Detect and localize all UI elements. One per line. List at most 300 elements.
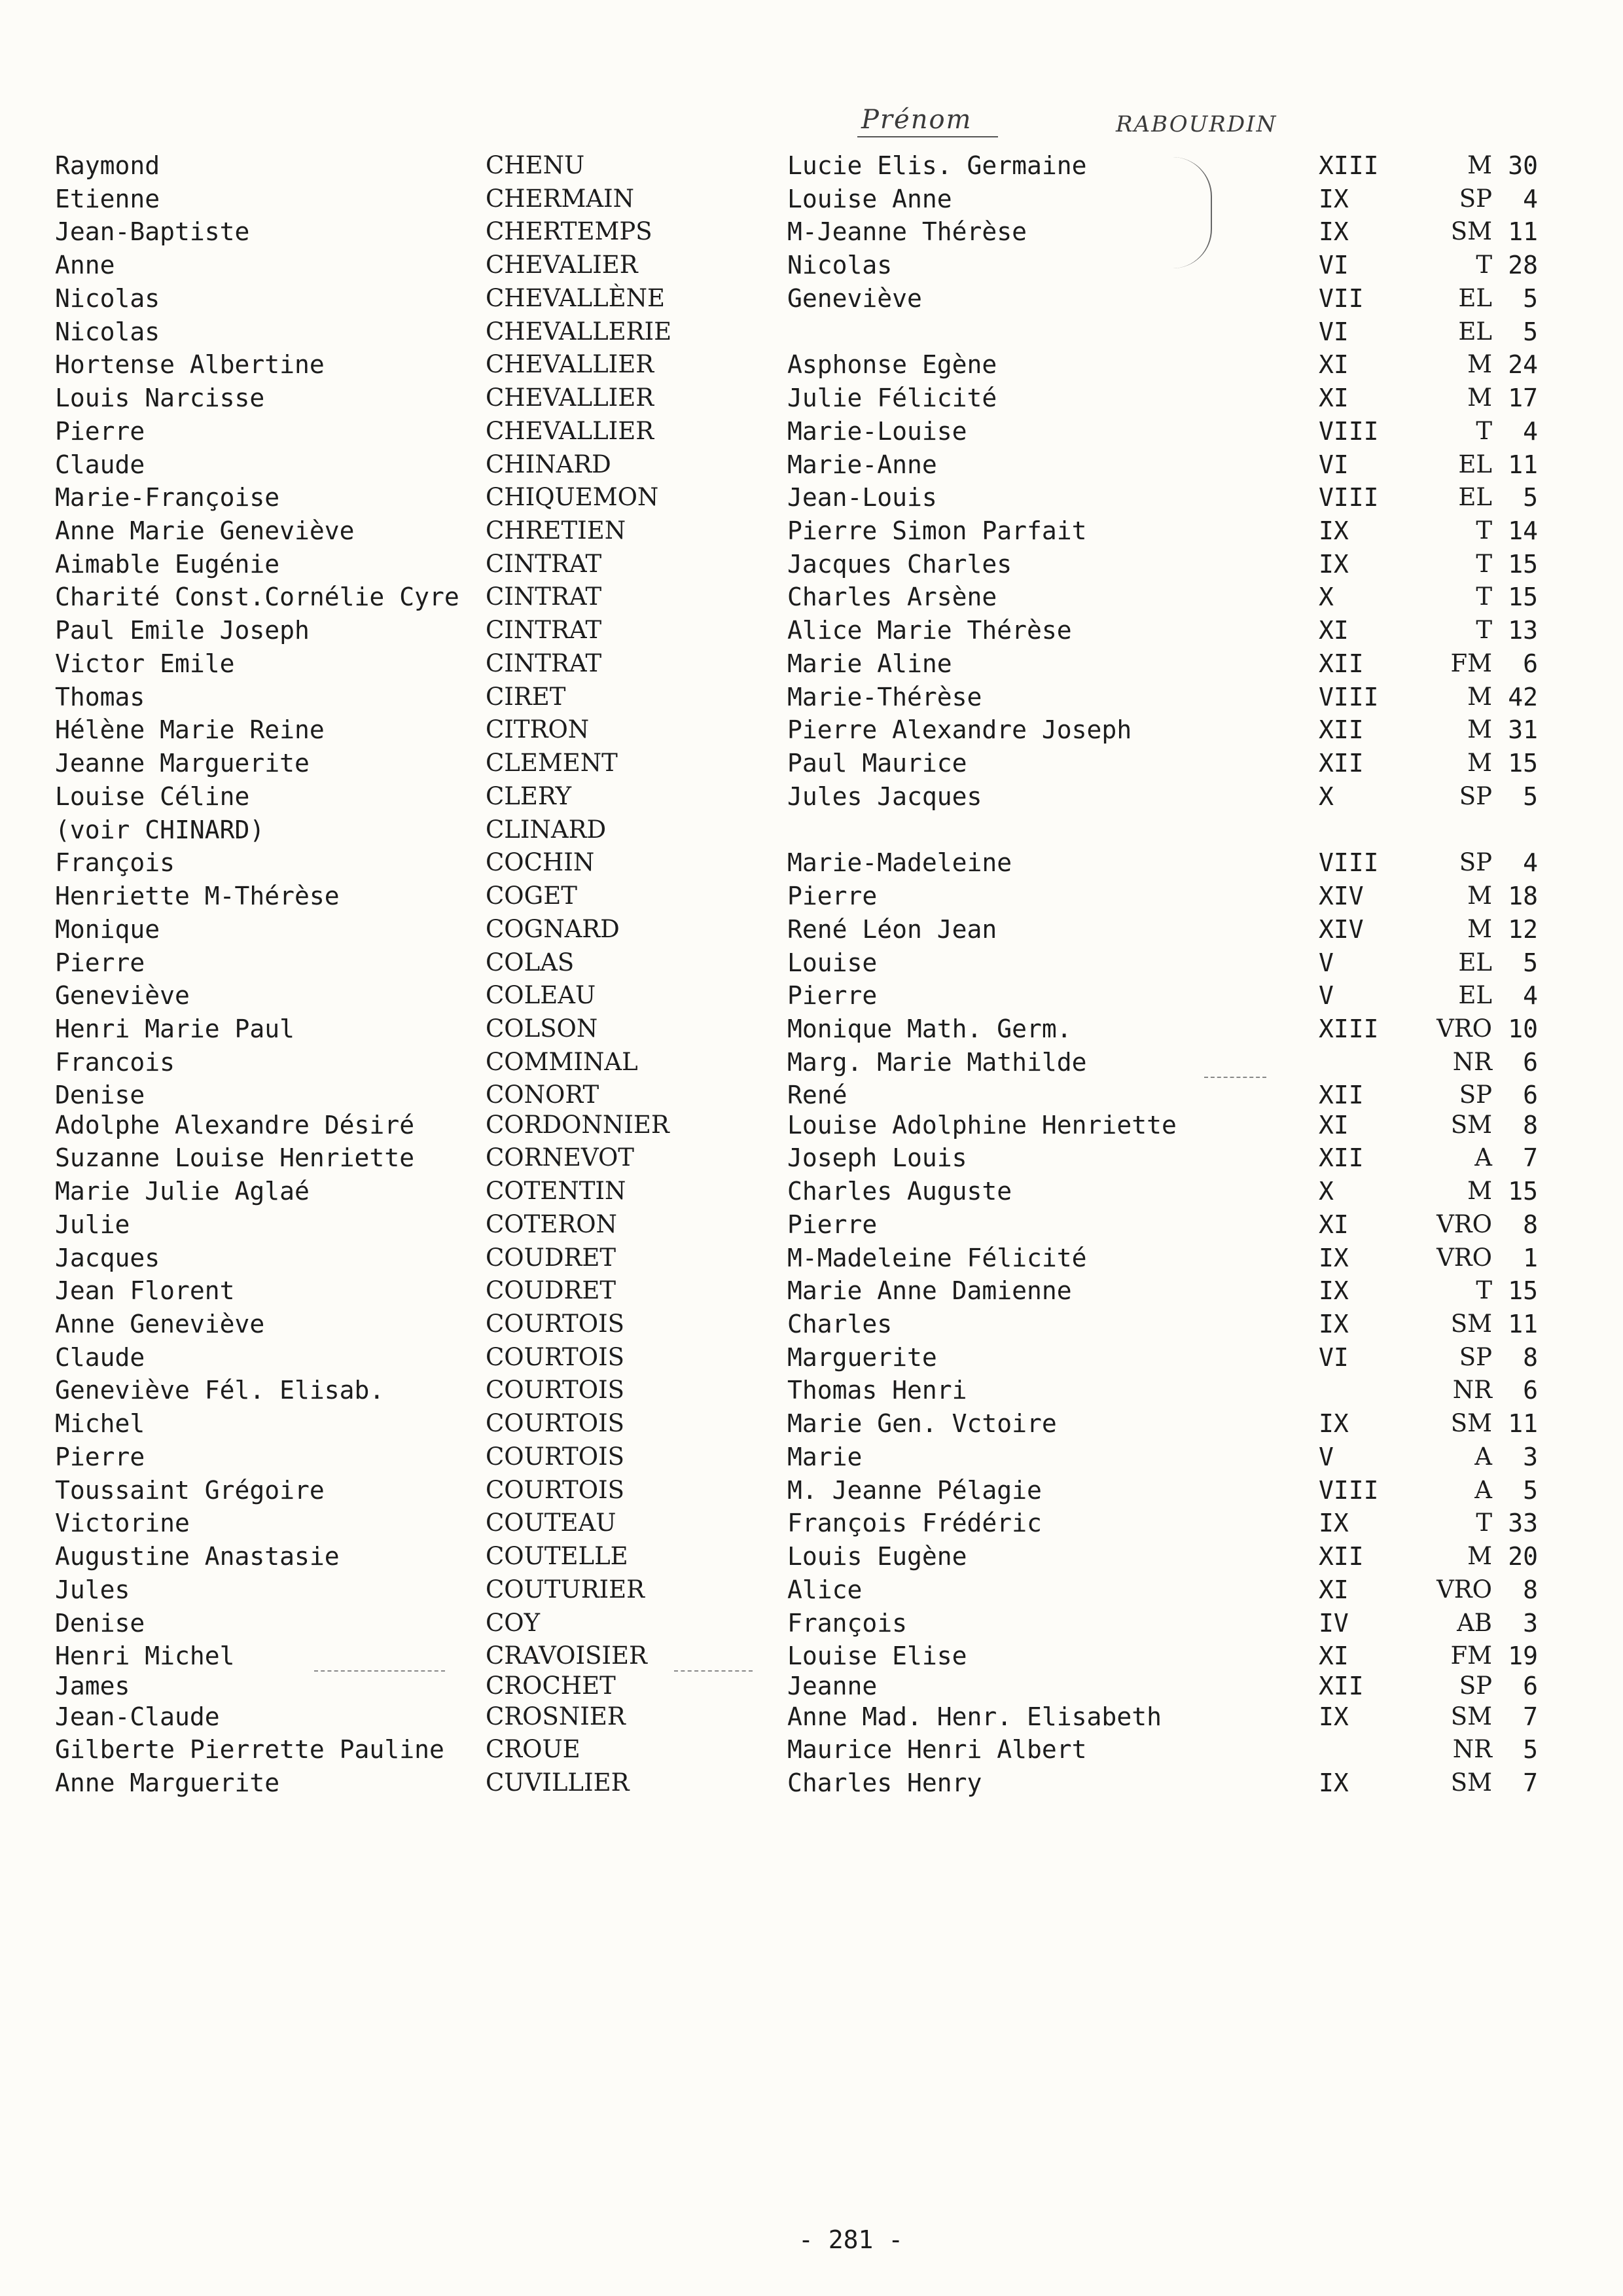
first-name-cell: Geneviève — [55, 981, 190, 1010]
surname-cell: COURTOIS — [486, 1443, 625, 1471]
first-name-cell: Louis Narcisse — [55, 384, 265, 412]
arrondissement-cell: XIII — [1319, 151, 1379, 180]
register-row — [0, 215, 1623, 248]
register-row — [0, 183, 1623, 215]
spouse-cell: Jacques Charles — [787, 550, 1012, 579]
register-row — [0, 747, 1623, 780]
surname-cell: CHEVALLIER — [486, 417, 654, 445]
number-cell: 10 — [1508, 1014, 1538, 1043]
register-row — [0, 1767, 1623, 1799]
code-cell: SM — [1450, 217, 1492, 245]
page-number: - 281 - — [798, 2225, 904, 2254]
first-name-cell: Raymond — [55, 151, 160, 180]
first-name-cell: Aimable Eugénie — [55, 550, 280, 579]
code-cell: AB — [1457, 1609, 1492, 1637]
first-name-cell: Anne — [55, 251, 115, 279]
number-cell: 4 — [1523, 185, 1538, 213]
code-cell: M — [1467, 683, 1492, 711]
first-name-cell: Pierre — [55, 948, 145, 977]
arrondissement-cell: IX — [1319, 217, 1349, 246]
code-cell: A — [1474, 1443, 1492, 1471]
first-name-cell: Claude — [55, 450, 145, 479]
arrondissement-cell: XII — [1319, 715, 1364, 744]
spouse-cell: Marie-Thérèse — [787, 683, 982, 711]
register-row — [0, 282, 1623, 315]
number-cell: 6 — [1523, 1081, 1538, 1109]
register-row — [0, 913, 1623, 946]
code-cell: SP — [1459, 185, 1492, 213]
surname-cell: CUVILLIER — [486, 1768, 630, 1797]
spouse-cell: Louise Anne — [787, 185, 952, 213]
first-name-cell: Anne Marie Geneviève — [55, 516, 355, 545]
code-cell: VRO — [1436, 1244, 1492, 1272]
first-name-cell: Anne Geneviève — [55, 1310, 265, 1338]
number-cell: 8 — [1523, 1343, 1538, 1372]
spouse-cell: Marie-Madeleine — [787, 848, 1012, 877]
surname-cell: COURTOIS — [486, 1310, 625, 1338]
surname-cell: CROCHET — [486, 1672, 616, 1700]
code-cell: VRO — [1436, 1210, 1492, 1238]
arrondissement-cell: VI — [1319, 1343, 1349, 1372]
arrondissement-cell: XI — [1319, 1111, 1349, 1139]
arrondissement-cell: X — [1319, 782, 1334, 811]
surname-cell: COCHIN — [486, 848, 595, 876]
code-cell: EL — [1458, 981, 1492, 1009]
first-name-cell: Hélène Marie Reine — [55, 715, 325, 744]
spouse-cell: Nicolas — [787, 251, 893, 279]
number-cell: 42 — [1508, 683, 1538, 711]
arrondissement-cell: XI — [1319, 1575, 1349, 1604]
surname-cell: COUDRET — [486, 1276, 616, 1304]
arrondissement-cell: XI — [1319, 350, 1349, 379]
surname-cell: CINTRAT — [486, 583, 602, 611]
code-cell: M — [1467, 350, 1492, 378]
spouse-cell: René — [787, 1081, 847, 1109]
surname-cell: COGET — [486, 882, 577, 910]
surname-cell: CLERY — [486, 782, 572, 810]
surname-cell: CONORT — [486, 1081, 599, 1109]
number-cell: 11 — [1508, 1310, 1538, 1338]
register-row — [0, 1607, 1623, 1640]
surname-cell: COTERON — [486, 1210, 617, 1238]
number-cell: 28 — [1508, 251, 1538, 279]
code-cell: M — [1467, 151, 1492, 179]
number-cell: 5 — [1523, 1476, 1538, 1505]
first-name-cell: Suzanne Louise Henriette — [55, 1143, 415, 1172]
spouse-cell: Jules Jacques — [787, 782, 982, 811]
code-cell: SM — [1450, 1310, 1492, 1338]
arrondissement-cell: IX — [1319, 1409, 1349, 1438]
spouse-cell: Jean-Louis — [787, 483, 937, 512]
first-name-cell: Monique — [55, 915, 160, 944]
spouse-cell: Louis Eugène — [787, 1542, 967, 1571]
number-cell: 3 — [1523, 1443, 1538, 1471]
register-row — [0, 448, 1623, 481]
surname-cell: COTENTIN — [486, 1177, 626, 1205]
number-cell: 5 — [1523, 483, 1538, 512]
spouse-cell: Maurice Henri Albert — [787, 1735, 1087, 1764]
number-cell: 15 — [1508, 1177, 1538, 1206]
surname-cell: CHEVALLERIE — [486, 317, 672, 346]
register-row — [0, 780, 1623, 813]
spouse-cell: Asphonse Egène — [787, 350, 997, 379]
number-cell: 6 — [1523, 1376, 1538, 1405]
code-cell: EL — [1458, 483, 1492, 511]
first-name-cell: Hortense Albertine — [55, 350, 325, 379]
spouse-cell: Thomas Henri — [787, 1376, 967, 1405]
number-cell: 8 — [1523, 1210, 1538, 1239]
spouse-cell: M-Madeleine Félicité — [787, 1244, 1087, 1272]
arrondissement-cell: XI — [1319, 1210, 1349, 1239]
register-row — [0, 846, 1623, 879]
first-name-cell: Henriette M-Thérèse — [55, 882, 340, 910]
spouse-cell: Julie Félicité — [787, 384, 997, 412]
number-cell: 24 — [1508, 350, 1538, 379]
first-name-cell: Nicolas — [55, 284, 160, 313]
register-row — [0, 814, 1623, 846]
register-row — [0, 1341, 1623, 1374]
spouse-cell: Alice Marie Thérèse — [787, 616, 1072, 645]
surname-cell: COUDRET — [486, 1244, 616, 1272]
number-cell: 20 — [1508, 1542, 1538, 1571]
code-cell: SM — [1450, 1768, 1492, 1797]
register-row — [0, 1474, 1623, 1507]
arrondissement-cell: VIII — [1319, 683, 1379, 711]
code-cell: NR — [1452, 1735, 1492, 1763]
spouse-cell: Charles — [787, 1310, 893, 1338]
register-row — [0, 1407, 1623, 1440]
number-cell: 15 — [1508, 1276, 1538, 1305]
register-row — [0, 614, 1623, 647]
first-name-cell: James — [55, 1672, 130, 1700]
first-name-cell: Nicolas — [55, 317, 160, 346]
register-row — [0, 1141, 1623, 1174]
number-cell: 33 — [1508, 1509, 1538, 1537]
code-cell: M — [1467, 715, 1492, 744]
code-cell: EL — [1458, 317, 1492, 346]
code-cell: SP — [1459, 1672, 1492, 1700]
arrondissement-cell: XII — [1319, 649, 1364, 678]
code-cell: SM — [1450, 1409, 1492, 1437]
number-cell: 30 — [1508, 151, 1538, 180]
surname-cell: COURTOIS — [486, 1409, 625, 1437]
arrondissement-cell: XII — [1319, 1081, 1364, 1109]
register-row — [0, 1640, 1623, 1672]
arrondissement-cell: VIII — [1319, 417, 1379, 446]
register-row — [0, 1242, 1623, 1274]
spouse-cell: Geneviève — [787, 284, 922, 313]
register-row — [0, 1308, 1623, 1340]
arrondissement-cell: IX — [1319, 1310, 1349, 1338]
spouse-cell: Charles Arsène — [787, 583, 997, 611]
arrondissement-cell: IX — [1319, 516, 1349, 545]
register-row — [0, 1013, 1623, 1045]
surname-cell: COUTELLE — [486, 1542, 628, 1570]
number-cell: 6 — [1523, 649, 1538, 678]
code-cell: T — [1476, 251, 1492, 279]
number-cell: 15 — [1508, 583, 1538, 611]
surname-cell: COY — [486, 1609, 541, 1637]
first-name-cell: François — [55, 848, 175, 877]
register-row — [0, 1208, 1623, 1241]
first-name-cell: Jean-Claude — [55, 1702, 220, 1731]
spouse-cell: François Frédéric — [787, 1509, 1042, 1537]
arrondissement-cell: V — [1319, 1443, 1334, 1471]
surname-cell: CORNEVOT — [486, 1143, 634, 1172]
first-name-cell: Denise — [55, 1609, 145, 1638]
register-row — [0, 1700, 1623, 1733]
surname-cell: CHENU — [486, 151, 585, 179]
number-cell: 7 — [1523, 1702, 1538, 1731]
code-cell: SM — [1450, 1111, 1492, 1139]
code-cell: EL — [1458, 948, 1492, 977]
arrondissement-cell: X — [1319, 583, 1334, 611]
number-cell: 12 — [1508, 915, 1538, 944]
number-cell: 5 — [1523, 948, 1538, 977]
spouse-cell: Jeanne — [787, 1672, 878, 1700]
spouse-cell: Joseph Louis — [787, 1143, 967, 1172]
code-cell: M — [1467, 915, 1492, 943]
first-name-cell: Geneviève Fél. Elisab. — [55, 1376, 385, 1405]
surname-cell: COURTOIS — [486, 1343, 625, 1371]
code-cell: SP — [1459, 848, 1492, 876]
surname-cell: COUTEAU — [486, 1509, 616, 1537]
first-name-cell: Jean-Baptiste — [55, 217, 250, 246]
number-cell: 18 — [1508, 882, 1538, 910]
pencil-stroke — [674, 1670, 753, 1672]
arrondissement-cell: VI — [1319, 450, 1349, 479]
register-row — [0, 315, 1623, 348]
register-row — [0, 514, 1623, 547]
code-cell: FM — [1450, 1641, 1492, 1670]
first-name-cell: Jacques — [55, 1244, 160, 1272]
arrondissement-cell: IX — [1319, 1768, 1349, 1797]
surname-cell: CROSNIER — [486, 1702, 626, 1731]
register-row — [0, 1109, 1623, 1141]
surname-cell: CROUE — [486, 1735, 580, 1763]
surname-cell: COLAS — [486, 948, 575, 977]
first-name-cell: Toussaint Grégoire — [55, 1476, 325, 1505]
first-name-cell: Claude — [55, 1343, 145, 1372]
code-cell: M — [1467, 749, 1492, 777]
spouse-cell: Marie Aline — [787, 649, 952, 678]
first-name-cell: Victorine — [55, 1509, 190, 1537]
code-cell: EL — [1458, 284, 1492, 312]
code-cell: T — [1476, 1509, 1492, 1537]
number-cell: 13 — [1508, 616, 1538, 645]
arrondissement-cell: XI — [1319, 1641, 1349, 1670]
first-name-cell: Etienne — [55, 185, 160, 213]
arrondissement-cell: XII — [1319, 1672, 1364, 1700]
number-cell: 11 — [1508, 450, 1538, 479]
first-name-cell: Thomas — [55, 683, 145, 711]
first-name-cell: Pierre — [55, 417, 145, 446]
register-row — [0, 382, 1623, 414]
first-name-cell: Jeanne Marguerite — [55, 749, 310, 778]
spouse-cell: Pierre Simon Parfait — [787, 516, 1087, 545]
register-row — [0, 149, 1623, 182]
register-row — [0, 1046, 1623, 1079]
spouse-cell: Louise — [787, 948, 878, 977]
spouse-cell: Marie — [787, 1443, 863, 1471]
surname-cell: CLEMENT — [486, 749, 618, 777]
number-cell: 5 — [1523, 1735, 1538, 1764]
spouse-cell: Marie Anne Damienne — [787, 1276, 1072, 1305]
surname-cell: CHEVALIER — [486, 251, 638, 279]
number-cell: 11 — [1508, 1409, 1538, 1438]
code-cell: T — [1476, 616, 1492, 644]
code-cell: EL — [1458, 450, 1492, 478]
first-name-cell: Jean Florent — [55, 1276, 235, 1305]
arrondissement-cell: IX — [1319, 1702, 1349, 1731]
code-cell: T — [1476, 1276, 1492, 1304]
register-row — [0, 249, 1623, 281]
first-name-cell: Augustine Anastasie — [55, 1542, 340, 1571]
arrondissement-cell: X — [1319, 1177, 1334, 1206]
spouse-cell: Marie-Anne — [787, 450, 937, 479]
first-name-cell: Marie-Françoise — [55, 483, 280, 512]
first-name-cell: Paul Emile Joseph — [55, 616, 310, 645]
register-row — [0, 1670, 1623, 1702]
code-cell: T — [1476, 516, 1492, 545]
pencil-stroke — [314, 1670, 445, 1672]
register-row — [0, 979, 1623, 1012]
spouse-cell: Marguerite — [787, 1343, 937, 1372]
code-cell: T — [1476, 417, 1492, 445]
spouse-cell: Pierre — [787, 1210, 878, 1239]
register-row — [0, 481, 1623, 514]
surname-cell: COMMINAL — [486, 1048, 638, 1076]
arrondissement-cell: XI — [1319, 384, 1349, 412]
surname-cell: CHINARD — [486, 450, 611, 478]
number-cell: 5 — [1523, 317, 1538, 346]
handwritten-note-surname: RABOURDIN — [1116, 111, 1277, 137]
arrondissement-cell: XI — [1319, 616, 1349, 645]
spouse-cell: Louise Elise — [787, 1641, 967, 1670]
arrondissement-cell: IX — [1319, 1244, 1349, 1272]
first-name-cell: Adolphe Alexandre Désiré — [55, 1111, 415, 1139]
spouse-cell: Louise Adolphine Henriette — [787, 1111, 1177, 1139]
first-name-cell: Anne Marguerite — [55, 1768, 280, 1797]
surname-cell: CHEVALLIER — [486, 350, 654, 378]
arrondissement-cell: V — [1319, 981, 1334, 1010]
first-name-cell: Victor Emile — [55, 649, 235, 678]
surname-cell: CLINARD — [486, 816, 607, 844]
code-cell: M — [1467, 1177, 1492, 1205]
arrondissement-cell: IX — [1319, 550, 1349, 579]
spouse-cell: Pierre — [787, 981, 878, 1010]
number-cell: 4 — [1523, 417, 1538, 446]
code-cell: A — [1474, 1143, 1492, 1172]
surname-cell: CINTRAT — [486, 649, 602, 677]
register-row — [0, 1733, 1623, 1766]
arrondissement-cell: VIII — [1319, 1476, 1379, 1505]
spouse-cell: Charles Auguste — [787, 1177, 1012, 1206]
number-cell: 11 — [1508, 217, 1538, 246]
pencil-stroke — [1204, 1077, 1266, 1078]
surname-cell: CRAVOISIER — [486, 1641, 647, 1670]
register-row — [0, 1441, 1623, 1473]
spouse-cell: Charles Henry — [787, 1768, 982, 1797]
surname-cell: CINTRAT — [486, 616, 602, 644]
surname-cell: COLSON — [486, 1014, 598, 1043]
number-cell: 8 — [1523, 1575, 1538, 1604]
arrondissement-cell: V — [1319, 948, 1334, 977]
code-cell: NR — [1452, 1376, 1492, 1404]
spouse-cell: Paul Maurice — [787, 749, 967, 778]
spouse-cell: François — [787, 1609, 908, 1638]
register-row — [0, 415, 1623, 448]
arrondissement-cell: XIV — [1319, 915, 1364, 944]
code-cell: M — [1467, 1542, 1492, 1570]
number-cell: 8 — [1523, 1111, 1538, 1139]
code-cell: M — [1467, 384, 1492, 412]
register-row — [0, 1374, 1623, 1407]
spouse-cell: Marg. Marie Mathilde — [787, 1048, 1087, 1077]
register-row — [0, 1540, 1623, 1573]
code-cell: T — [1476, 550, 1492, 578]
register-row — [0, 548, 1623, 581]
number-cell: 4 — [1523, 981, 1538, 1010]
number-cell: 6 — [1523, 1048, 1538, 1077]
spouse-cell: Monique Math. Germ. — [787, 1014, 1072, 1043]
arrondissement-cell: VIII — [1319, 483, 1379, 512]
code-cell: FM — [1450, 649, 1492, 677]
arrondissement-cell: IX — [1319, 1509, 1349, 1537]
spouse-cell: Pierre — [787, 882, 878, 910]
code-cell: SP — [1459, 1343, 1492, 1371]
code-cell: SM — [1450, 1702, 1492, 1731]
code-cell: VRO — [1436, 1014, 1492, 1043]
surname-cell: CIRET — [486, 683, 566, 711]
register-row — [0, 1274, 1623, 1307]
arrondissement-cell: IV — [1319, 1609, 1349, 1638]
surname-cell: CHEVALLÈNE — [486, 284, 666, 312]
arrondissement-cell: VI — [1319, 317, 1349, 346]
spouse-cell: Pierre Alexandre Joseph — [787, 715, 1132, 744]
register-row — [0, 1507, 1623, 1539]
arrondissement-cell: IX — [1319, 1276, 1349, 1305]
first-name-cell: Jules — [55, 1575, 130, 1604]
number-cell: 15 — [1508, 749, 1538, 778]
code-cell: VRO — [1436, 1575, 1492, 1604]
surname-cell: COURTOIS — [486, 1376, 625, 1404]
spouse-cell: Lucie Elis. Germaine — [787, 151, 1087, 180]
code-cell: T — [1476, 583, 1492, 611]
code-cell: SP — [1459, 782, 1492, 810]
number-cell: 14 — [1508, 516, 1538, 545]
first-name-cell: Louise Céline — [55, 782, 250, 811]
first-name-cell: Marie Julie Aglaé — [55, 1177, 310, 1206]
arrondissement-cell: XIV — [1319, 882, 1364, 910]
number-cell: 19 — [1508, 1641, 1538, 1670]
register-row — [0, 946, 1623, 979]
first-name-cell: Gilberte Pierrette Pauline — [55, 1735, 444, 1764]
arrondissement-cell: XII — [1319, 749, 1364, 778]
number-cell: 7 — [1523, 1768, 1538, 1797]
number-cell: 5 — [1523, 284, 1538, 313]
spouse-cell: M. Jeanne Pélagie — [787, 1476, 1042, 1505]
code-cell: M — [1467, 882, 1492, 910]
first-name-cell: Henri Marie Paul — [55, 1014, 295, 1043]
register-row — [0, 647, 1623, 680]
spouse-cell: Alice — [787, 1575, 863, 1604]
code-cell: SP — [1459, 1081, 1492, 1109]
arrondissement-cell: IX — [1319, 185, 1349, 213]
first-name-cell: (voir CHINARD) — [55, 816, 265, 844]
number-cell: 1 — [1523, 1244, 1538, 1272]
number-cell: 5 — [1523, 782, 1538, 811]
